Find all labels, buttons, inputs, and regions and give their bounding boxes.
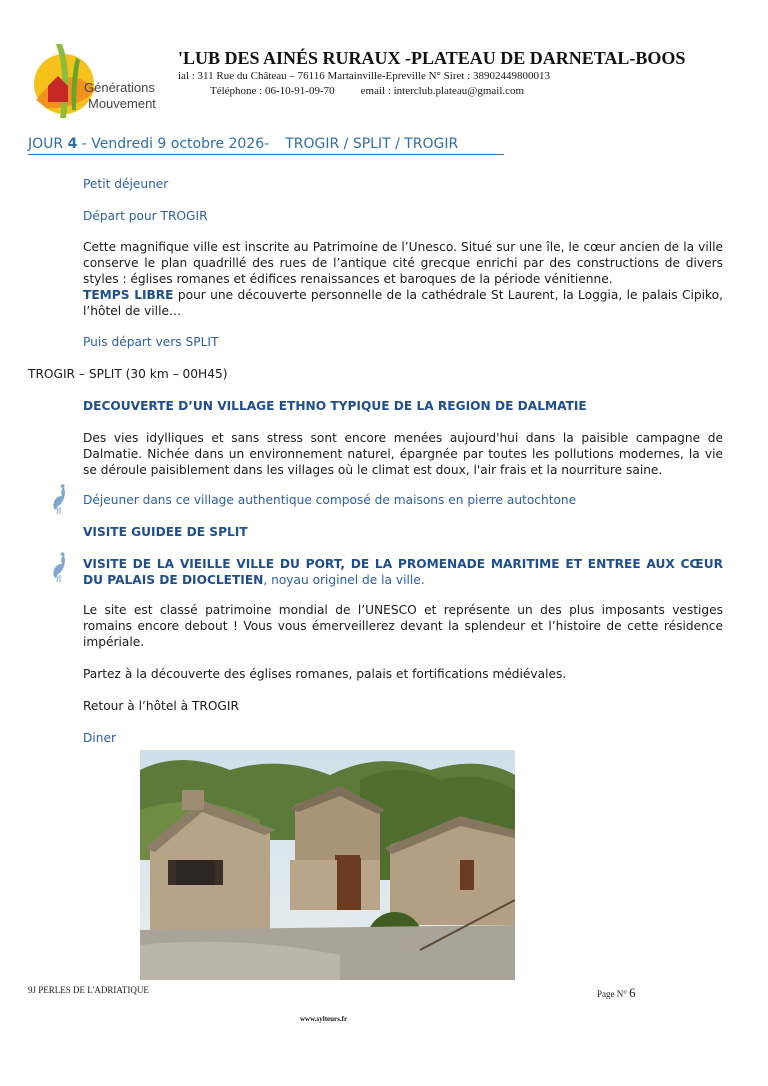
depart-split: Puis départ vers SPLIT [83,335,219,349]
breakfast: Petit déjeuner [83,177,169,191]
trogir-desc-text: Cette magnifique ville est inscrite au Patrimoine de l’Unesco. Situé sur une île, le cœur ancien de la ville conserve le plan quadrillé des rues de l’antique cité grecque enrichi par des constructions de divers styles : églises romanes et édifices renaissances et baroques de la période vénitienne. [83,240,723,286]
logo-text-2: Mouvement [88,96,156,111]
day-heading [28,136,504,155]
old-town-tail: , noyau originel de la ville. [263,573,425,587]
day-route: TROGIR / SPLIT / TROGIR [285,136,459,152]
footer-website[interactable]: www.sylteurs.fr [300,1015,348,1023]
free-time-text: pour une découverte personnelle de la cathédrale St Laurent, la Loggia, le palais Cipiko, l’hôtel de ville… [83,288,723,318]
free-time-label: TEMPS LIBRE [83,288,174,302]
old-town-visit [83,556,723,588]
return-hotel: Retour à l’hôtel à TROGIR [83,699,239,713]
club-contact [210,85,524,97]
village-title: DECOUVERTE D’UN VILLAGE ETHNO TYPIQUE DE LA REGION DE DALMATIE [83,399,587,413]
guided-visit: VISITE GUIDEE DE SPLIT [83,525,248,539]
unesco-description: Le site est classé patrimoine mondial de l’UNESCO et représente un des plus imposants vestiges romains encore debout ! Vous vous émerveillerez devant la splendeur et l’histoire de cette résidence impériale. [83,603,723,649]
footer-page [597,985,636,1001]
transfer-info: TROGIR – SPLIT (30 km – 00H45) [28,367,228,381]
heron-icon [48,482,72,514]
depart-trogir: Départ pour TROGIR [83,209,208,223]
village-description: Des vies idylliques et sans stress sont encore menées aujourd'hui dans la paisible campagne de Dalmatie. Nichée dans un environnement naturel, épargnée par toutes les pollutions modernes, la vie se déroule paisiblement dans les villages où le climat est doux, l'air frais et la nourriture saine. [83,431,723,477]
day-label: JOUR [28,136,64,152]
logo-text-1: Générations [84,80,155,95]
trogir-description [83,239,723,319]
club-title: 'LUB DES AINÉS RURAUX -PLATEAU DE DARNETAL-BOOS [178,48,686,68]
generations-mouvement-logo [26,40,176,120]
churches: Partez à la découverte des églises romanes, palais et fortifications médiévales. [83,667,567,681]
footer-trip-title: 9J PERLES DE L'ADRIATIQUE [28,985,149,995]
dinner: Diner [83,731,117,745]
club-address: ial : 311 Rue du Château – 76116 Martainville-Epreville N° Siret : 38902449800013 [178,70,551,82]
page-label: Page N° [597,989,627,999]
village-photo [140,750,515,980]
club-phone: Téléphone : 06-10-91-09-70 [210,85,335,97]
day-date: - Vendredi 9 octobre 2026- [81,136,270,152]
page-number: 6 [629,985,636,1000]
old-town-title: VISITE DE LA VIEILLE VILLE DU PORT, DE LA PROMENADE MARITIME ET ENTREE AUX CŒUR DU PALAIS DE DIOCLETIEN [83,557,723,587]
lunch: Déjeuner dans ce village authentique composé de maisons en pierre autochtone [83,493,577,507]
heron-icon [48,550,72,582]
club-email[interactable]: email : interclub.plateau@gmail.com [360,85,525,97]
day-number: 4 [67,136,78,152]
